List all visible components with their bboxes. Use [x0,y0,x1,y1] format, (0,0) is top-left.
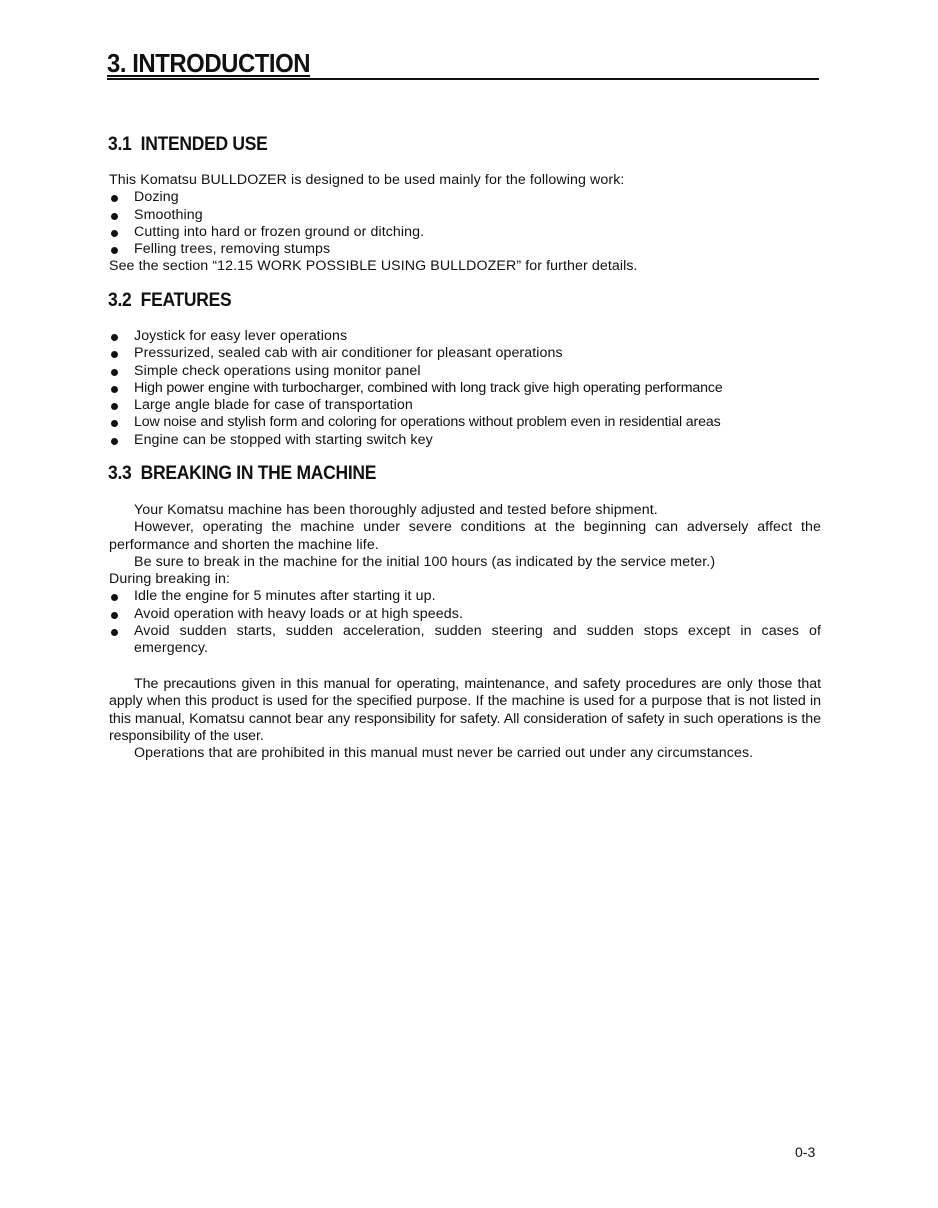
paragraph: Be sure to break in the machine for the initial 100 hours (as indicated by the service meter.) [134,553,716,570]
list-item-text: Pressurized, sealed cab with air conditioner for pleasant operations [134,345,563,362]
list-item [109,224,821,241]
bullet-icon [111,438,118,445]
list-item-text: Felling trees, removing stumps [134,241,331,258]
bullet-icon [111,195,118,202]
bullet-icon [111,612,118,619]
list-item [109,588,821,605]
during-label: During breaking in: [109,571,230,588]
section-heading-intended-use [108,134,268,156]
list-item-text: Dozing [134,189,179,206]
list-item-text: Idle the engine for 5 minutes after starting it up. [134,588,436,605]
chapter-title [107,48,819,80]
section-body-features [109,328,821,449]
section-title: BREAKING IN THE MACHINE [140,463,377,484]
section-title: INTENDED USE [140,134,268,155]
list-item-text: Large angle blade for case of transportation [134,397,413,414]
bullet-icon [111,386,118,393]
paragraph: Operations that are prohibited in this manual must never be carried out under any circumstances. [134,745,754,762]
section-title: FEATURES [140,290,232,311]
list-item [109,189,821,206]
paragraph: Your Komatsu machine has been thoroughly adjusted and tested before shipment. [134,502,658,518]
list-item-text: High power engine with turbocharger, combined with long track give high operating performance [134,379,723,396]
bullet-icon [111,351,118,358]
bullet-icon [111,403,118,410]
list-item-text: Cutting into hard or frozen ground or ditching. [134,223,425,240]
list-item-text: Avoid sudden starts, sudden acceleration, sudden steering and sudden stops except in cases of emergency. [134,623,821,657]
bullet-icon [111,334,118,341]
section-body-breaking-in [109,502,821,658]
list-item-text: Avoid operation with heavy loads or at high speeds. [134,605,463,622]
list-item [109,328,821,345]
section-number: 3.1 [108,134,132,155]
bullet-icon [111,629,118,636]
chapter-title-text: 3. INTRODUCTION [107,48,311,78]
section-number: 3.3 [108,463,132,484]
section-closing-notes [109,676,821,762]
list-item [109,345,821,362]
list-item [109,397,821,414]
list-item-text: Simple check operations using monitor panel [134,362,421,379]
list-item [109,606,821,623]
list-item-text: Joystick for easy lever operations [134,328,348,344]
list-item [109,241,821,258]
list-item [109,363,821,380]
section-heading-features [108,290,231,312]
section-body-intended-use [109,172,821,276]
bullet-icon [111,230,118,237]
page-number: 0-3 [795,1144,816,1160]
section-number: 3.2 [108,290,132,311]
list-item [109,432,821,449]
paragraph: However, operating the machine under severe conditions at the beginning can adversely affect the performance and shorten the machine life. [109,519,821,553]
bullet-icon [111,420,118,427]
cross-reference-text: See the section “12.15 WORK POSSIBLE USING BULLDOZER” for further details. [109,258,638,275]
list-item-text: Engine can be stopped with starting switch key [134,431,433,448]
bullet-icon [111,247,118,254]
list-item [109,623,821,658]
list-item [109,414,821,431]
section-heading-breaking-in [108,463,376,485]
intro-text: This Komatsu BULLDOZER is designed to be used mainly for the following work: [109,172,625,188]
list-item [109,380,821,397]
bullet-icon [111,369,118,376]
bullet-icon [111,594,118,601]
paragraph: The precautions given in this manual for operating, maintenance, and safety procedures are only those that apply when this product is used for the specified purpose. If the machine is used for a purpose that is not listed in this manual, Komatsu cannot bear any responsibility for safety. All consideration of safety in such operations is the responsibility of the user. [109,676,821,744]
list-item [109,207,821,224]
bullet-icon [111,213,118,220]
list-item-text: Smoothing [134,206,203,223]
list-item-text: Low noise and stylish form and coloring for operations without problem even in residential areas [134,414,721,431]
